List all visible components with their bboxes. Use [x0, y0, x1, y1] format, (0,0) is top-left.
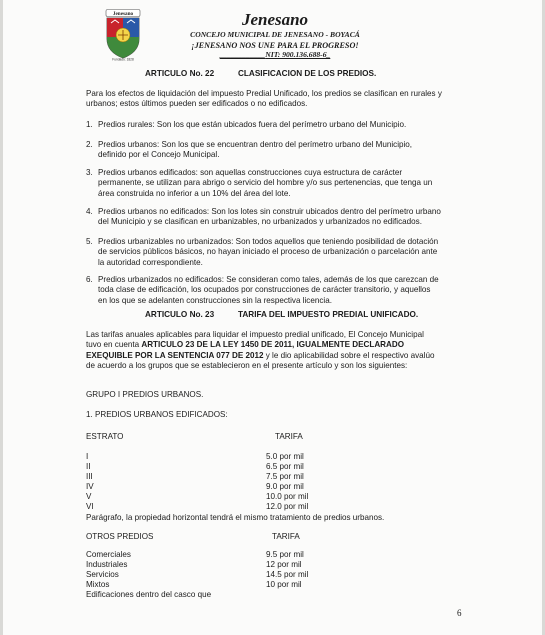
sentence-reference: EXEQUIBLE POR LA SENTENCIA 077 DE 2012 [86, 350, 264, 360]
article-22-number: ARTICULO No. 22 [145, 69, 215, 78]
item-line: en los que se adelanten construcciones sin la respectiva licencia. [98, 295, 332, 305]
intro-line: urbanos; estos últimos pueden ser edificados o no edificados. [86, 99, 308, 109]
header-slogan: ¡JENESANO NOS UNE PARA EL PROGRESO! [191, 41, 359, 50]
item-number: 3. [86, 168, 93, 177]
tarifa-cell: 10.0 por mil [266, 492, 309, 501]
tarifa-column-header: TARIFA [275, 432, 303, 441]
otros-column-header: OTROS PREDIOS [86, 532, 154, 541]
otros-cell: Comerciales [86, 550, 131, 559]
page-number: 6 [457, 608, 462, 618]
body-line: tuvo en cuenta ARTICULO 23 DE LA LEY 1450 DE 2011, IGUALMENTE DECLARADO [86, 340, 405, 350]
header-nit: ____________NIT: 900.136.688-6_ [219, 50, 331, 59]
body-line: EXEQUIBLE POR LA SENTENCIA 077 DE 2012 y le dio aplicabilidad sobre el respectivo avalúo [86, 350, 435, 360]
tarifa-cell: 5.0 por mil [266, 452, 304, 461]
item-line: definido por el Concejo Municipal. [98, 150, 220, 160]
otros-cell: Mixtos [86, 580, 110, 589]
estrato-cell: II [86, 462, 91, 471]
item-line: permanente, se utilizan para abrigo o servicio del hombre y/o sus pertenencias, que tenga un [98, 178, 433, 188]
crest-caption: Fundado: 1828 [112, 57, 134, 61]
tarifa-cell: 7.5 por mil [266, 472, 304, 481]
otros-tarifa-column-header: TARIFA [272, 532, 300, 541]
intro-line: Para los efectos de liquidación del impuesto Predial Unificado, los predios se clasifican en rurales y [86, 89, 442, 98]
estrato-cell: V [86, 492, 92, 501]
estrato-column-header: ESTRATO [86, 432, 124, 441]
item-line: de servicios públicos básicos, no hayan iniciado el proceso de urbanización o parcelación ante [98, 247, 438, 257]
paragraph-note: Parágrafo, la propiedad horizontal tendrá el mismo tratamiento de predios urbanos. [86, 513, 385, 522]
municipal-crest-logo [100, 9, 146, 61]
tarifa-cell: 9.0 por mil [266, 482, 304, 491]
otros-cell: Servicios [86, 570, 119, 579]
item-line: Predios rurales: Son los que están ubicados fuera del perímetro urbano del Municipio. [98, 120, 407, 129]
tarifa-cell: 6.5 por mil [266, 462, 304, 471]
article-23-title: TARIFA DEL IMPUESTO PREDIAL UNIFICADO. [238, 310, 419, 319]
item-number: 1. [86, 120, 93, 129]
otros-tarifa-cell: 12 por mil [266, 560, 302, 569]
law-reference: ARTICULO 23 DE LA LEY 1450 DE 2011, IGUALMENTE DECLARADO [141, 340, 405, 350]
body-line: Las tarifas anuales aplicables para liquidar el impuesto predial unificado, El Concejo Municipal [86, 330, 424, 339]
header-title: Jenesano [241, 10, 309, 29]
otros-tarifa-cell: 10 por mil [266, 580, 302, 589]
estrato-cell: I [86, 452, 89, 461]
item-line: Predios urbanos: Son los que se encuentran dentro del perímetro urbano del Municipio, [98, 140, 413, 149]
item-line: Predios urbanizados no edificados: Se consideran como tales, además de los que carezcan de [98, 275, 439, 284]
estrato-cell: III [86, 472, 93, 481]
article-22-intro [86, 89, 474, 110]
item-line: Predios urbanos no edificados: Son los lotes sin construir ubicados dentro del perímetro urbano [98, 207, 441, 216]
item-number: 6. [86, 275, 93, 284]
otros-cell: Industriales [86, 560, 128, 569]
otros-cell: Edificaciones dentro del casco que [86, 590, 212, 599]
item-line: área construida no inferior a un 10% del área del lote. [98, 188, 291, 198]
body-line: de acuerdo a los grupos que se establecieron en el presente artículo y son los siguientes: [86, 361, 408, 371]
group-heading: GRUPO I PREDIOS URBANOS. [86, 390, 204, 399]
tarifa-cell: 12.0 por mil [266, 502, 309, 511]
item-line: del Municipio y se clasifican en urbanizables, no urbanizados y urbanizados no edificados. [98, 217, 422, 227]
item-line: la autoridad correspondiente. [98, 257, 203, 267]
item-number: 2. [86, 140, 93, 149]
otros-tarifa-cell: 14.5 por mil [266, 570, 309, 579]
header-subtitle: CONCEJO MUNICIPAL DE JENESANO - BOYACÁ [190, 30, 360, 39]
estrato-cell: VI [86, 502, 94, 511]
estrato-cell: IV [86, 482, 94, 491]
crest-banner-text: Jenesano [112, 10, 134, 17]
item-line: toda clase de edificación, los ocupados por construcciones de carácter transitorio, y aquellos [98, 285, 431, 295]
section-heading: 1. PREDIOS URBANOS EDIFICADOS: [86, 410, 228, 419]
item-number: 4. [86, 207, 93, 216]
article-23-number: ARTICULO No. 23 [145, 310, 215, 319]
item-line: Predios urbanizables no urbanizados: Son todos aquellos que teniendo posibilidad de dotación [98, 237, 439, 246]
left-page-edge [0, 0, 3, 635]
article-22-title: CLASIFICACION DE LOS PREDIOS. [238, 69, 377, 78]
item-line: Predios urbanos edificados: son aquellas construcciones cuya estructura de carácter [98, 168, 403, 177]
item-number: 5. [86, 237, 93, 246]
otros-tarifa-cell: 9.5 por mil [266, 550, 304, 559]
article-23-body [86, 330, 474, 372]
